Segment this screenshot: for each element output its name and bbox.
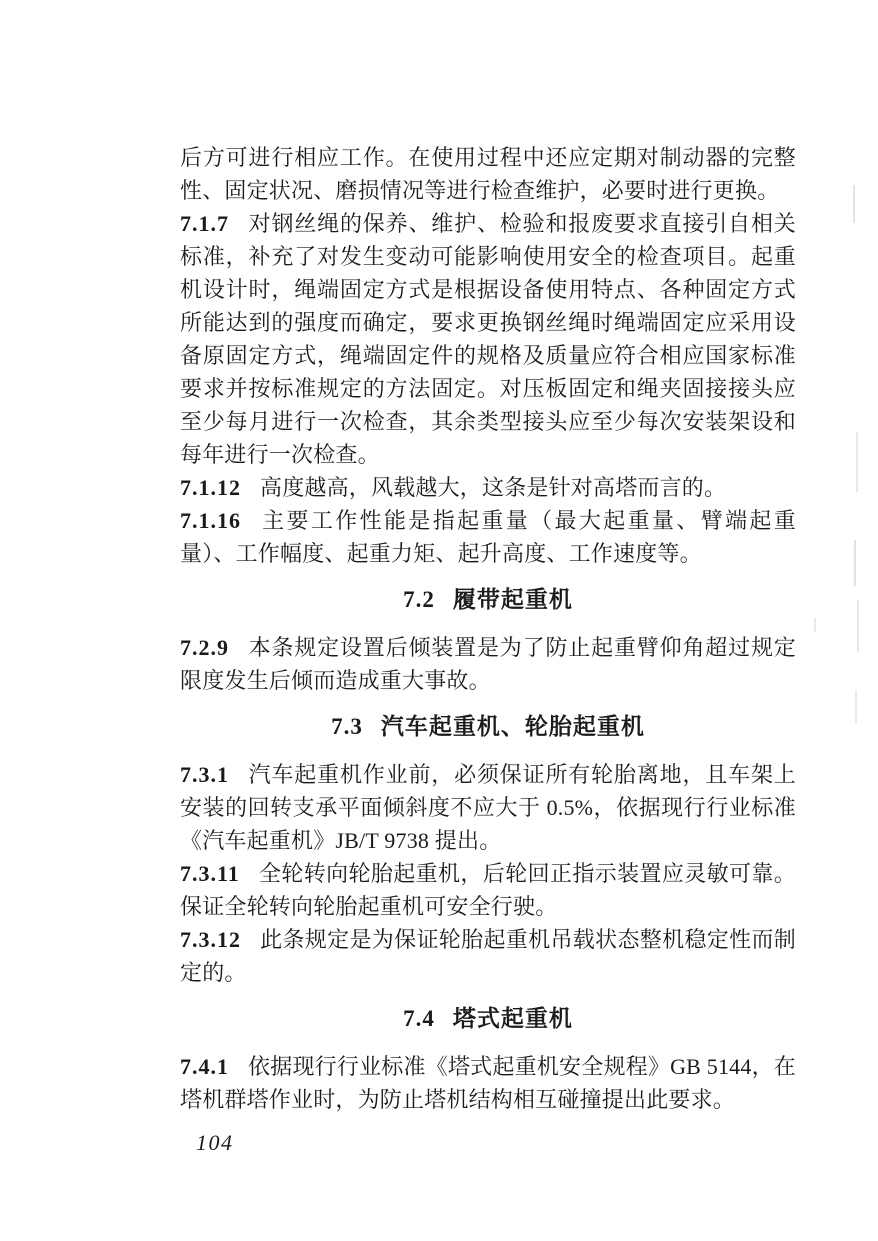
clause-text: 主要工作性能是指起重量（最大起重量、臂端起重量）、工作幅度、起重力矩、起升高度、工作速度等。 [180,508,796,566]
section-title: 塔式起重机 [452,1005,573,1031]
clause-7-1-7 [180,207,796,471]
clause-text: 此条规定是为保证轮胎起重机吊载状态整机稳定性而制定的。 [180,927,796,985]
continuation-text: 后方可进行相应工作。在使用过程中还应定期对制动器的完整性、固定状况、磨损情况等进行检查维护，必要时进行更换。 [180,145,796,203]
section-number: 7.4 [403,1006,435,1031]
clause-number: 7.3.11 [180,861,240,886]
section-heading-7-4 [180,1002,796,1035]
scan-artifact [814,618,816,632]
clause-7-2-9 [180,631,796,697]
clause-text: 全轮转向轮胎起重机，后轮回正指示装置应灵敏可靠。保证全轮转向轮胎起重机可安全行驶。 [180,861,796,919]
clause-7-3-12 [180,923,796,989]
clause-7-3-11 [180,857,796,923]
clause-7-4-1 [180,1050,796,1116]
section-heading-7-3 [180,710,796,743]
clause-number: 7.3.1 [180,762,229,787]
continuation-paragraph [180,141,796,207]
scan-artifact [857,600,859,652]
section-number: 7.2 [403,587,435,612]
clause-7-3-1 [180,758,796,857]
section-title: 汽车起重机、轮胎起重机 [380,713,645,739]
clause-text: 依据现行行业标准《塔式起重机安全规程》GB 5144，在塔机群塔作业时，为防止塔机结构相互碰撞提出此要求。 [180,1054,796,1112]
scan-artifact [853,185,855,223]
clause-number: 7.1.16 [180,508,241,533]
clause-7-1-16 [180,504,796,570]
section-number: 7.3 [331,714,363,739]
clause-text: 高度越高，风载越大，这条是针对高塔而言的。 [260,475,727,500]
scan-artifact [856,432,858,492]
clause-text: 汽车起重机作业前，必须保证所有轮胎离地，且车架上安装的回转支承平面倾斜度不应大于 0.5%，依据现行行业标准《汽车起重机》JB/T 9738 提出。 [180,762,796,853]
clause-number: 7.1.7 [180,211,229,236]
section-heading-7-2 [180,583,796,616]
page-number: 104 [196,1130,234,1155]
clause-number: 7.2.9 [180,635,229,660]
clause-text: 对钢丝绳的保养、维护、检验和报废要求直接引自相关标准，补充了对发生变动可能影响使用安全的检查项目。起重机设计时，绳端固定方式是根据设备使用特点、各种固定方式所能达到的强度而确定，要求更换钢丝绳时绳端固定应采用设备原固定方式，绳端固定件的规格及质量应符合相应国家标准要求并按标准规定的方法固定。对压板固定和绳夹固接接头应至少每月进行一次检查，其余类型接头应至少每次安装架设和每年进行一次检查。 [180,211,796,467]
clause-7-1-12 [180,471,796,504]
clause-number: 7.3.12 [180,927,241,952]
clause-number: 7.1.12 [180,475,241,500]
clause-text: 本条规定设置后倾装置是为了防止起重臂仰角超过规定限度发生后倾而造成重大事故。 [180,635,796,693]
text-column [180,141,796,1156]
scan-artifact [854,540,856,586]
scan-artifact [855,690,857,724]
section-title: 履带起重机 [452,586,573,612]
clause-number: 7.4.1 [180,1054,229,1079]
